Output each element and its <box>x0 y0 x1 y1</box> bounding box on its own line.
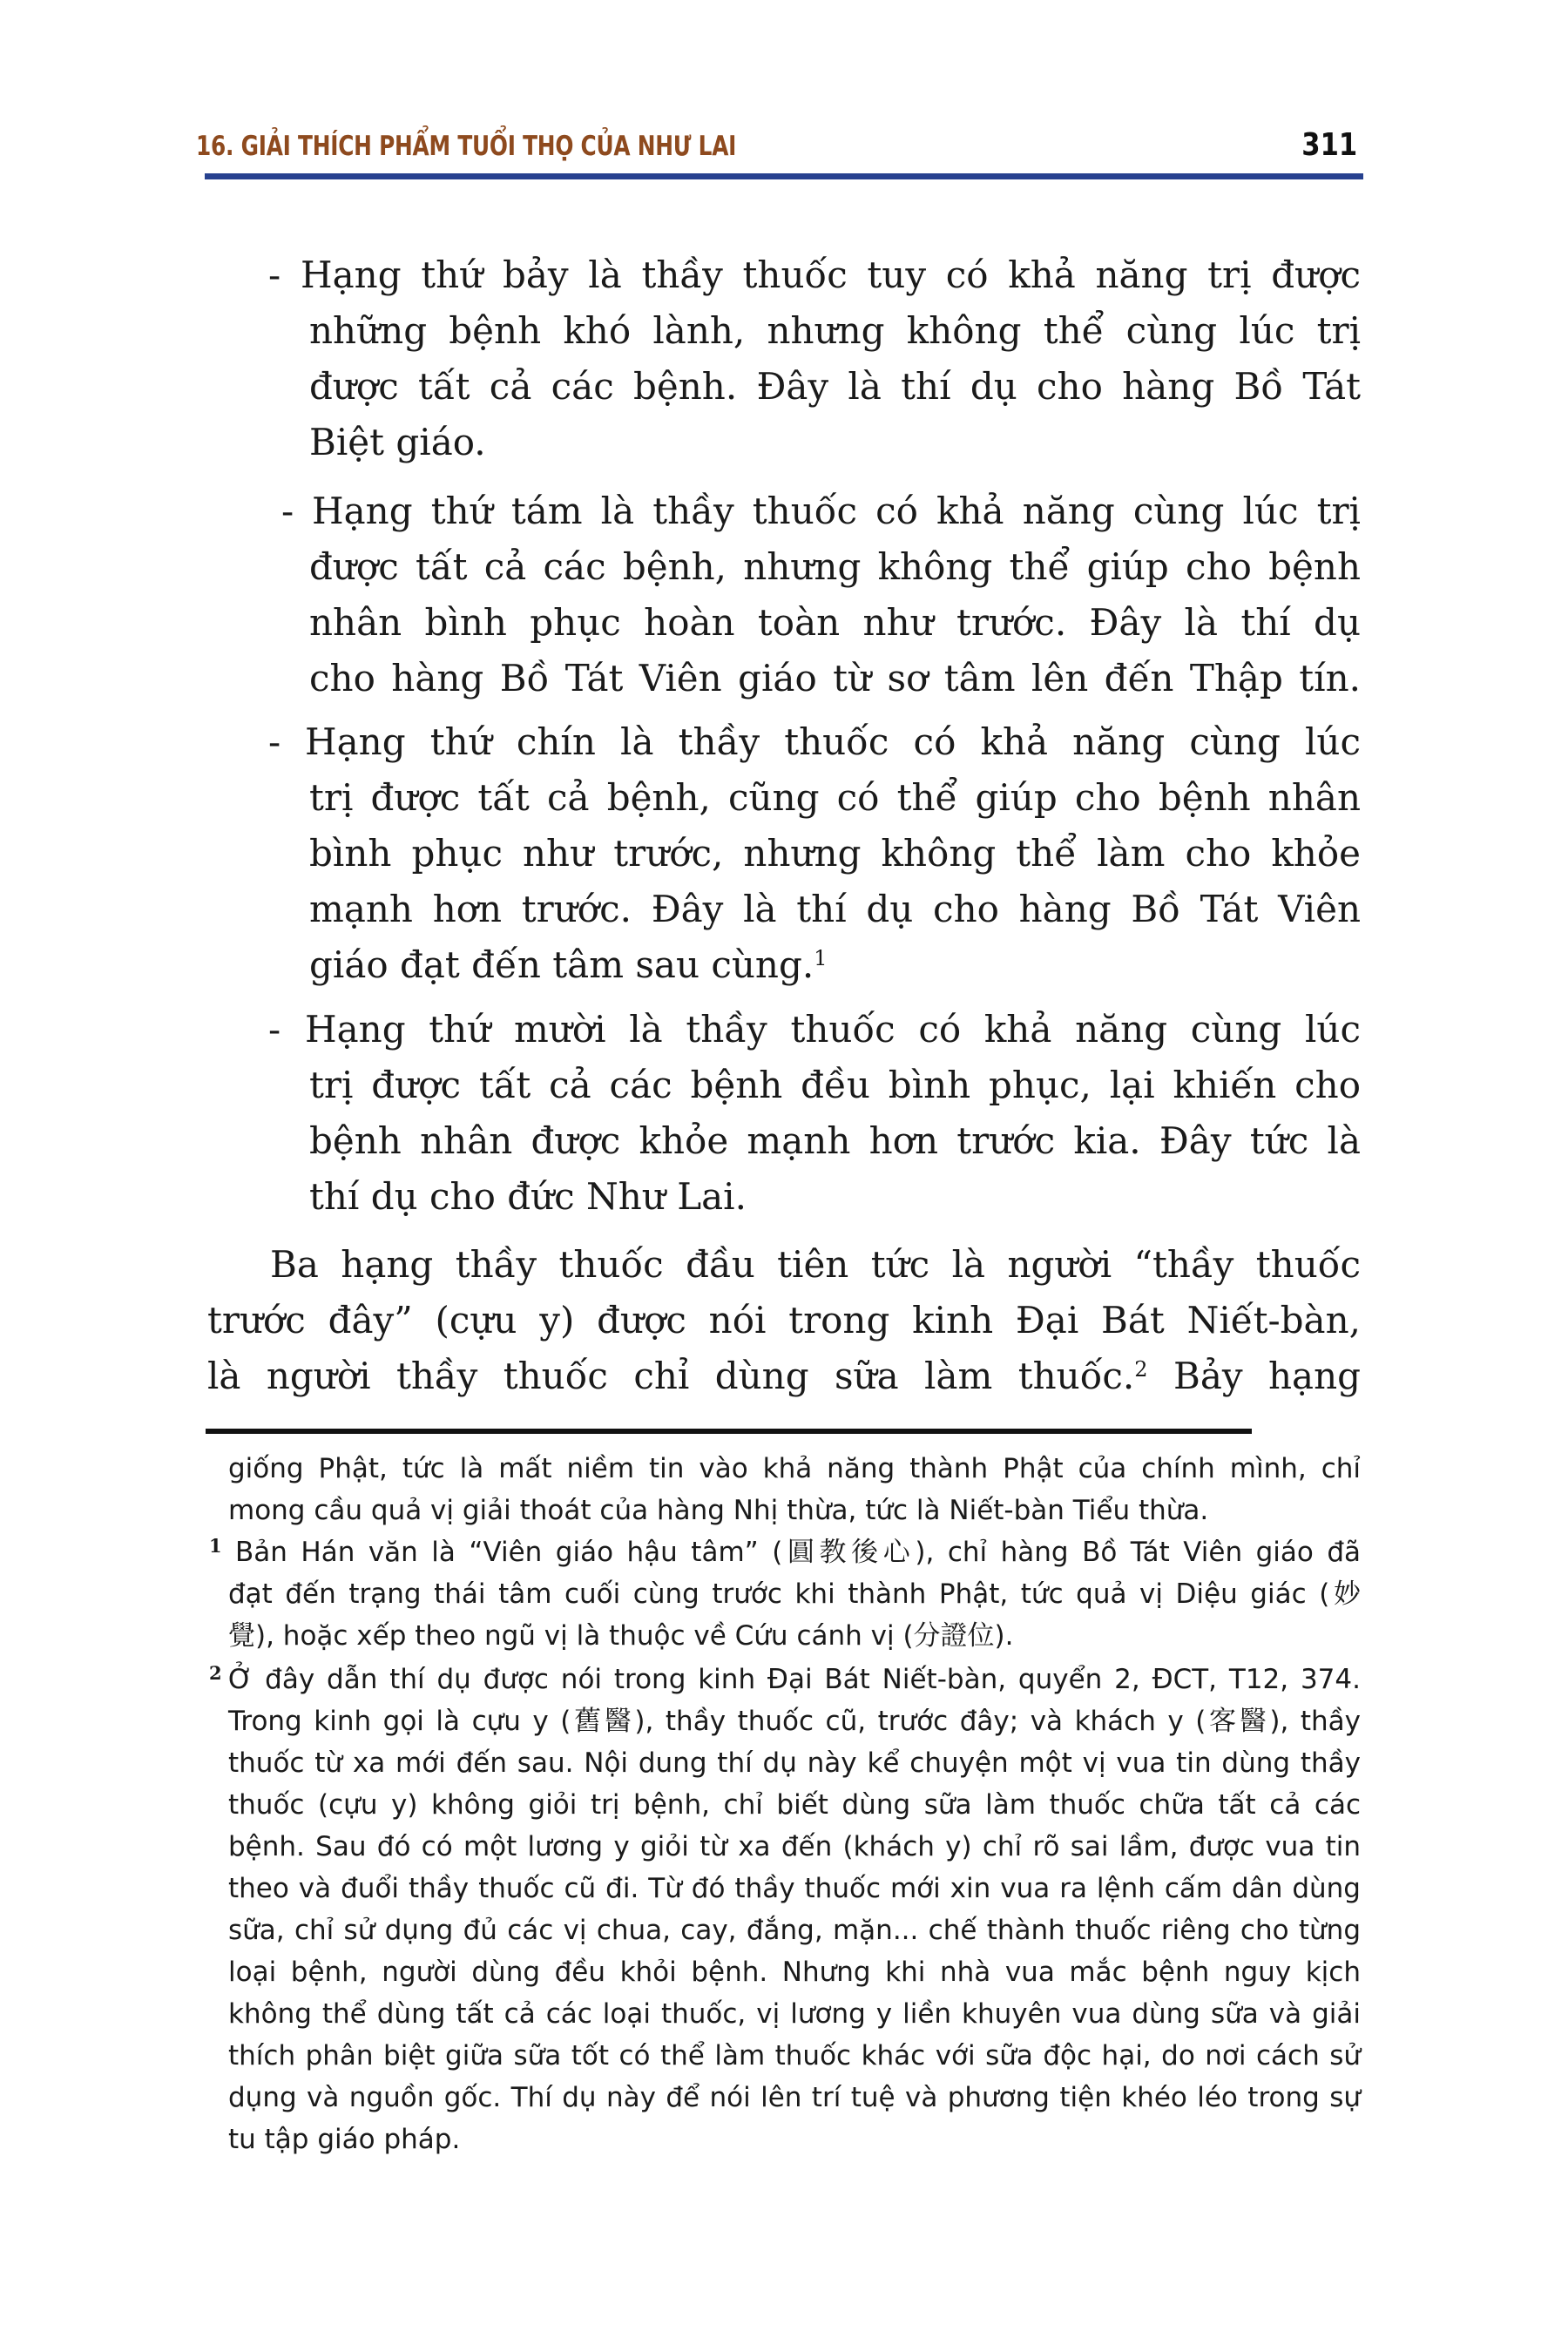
footnote-line: giống Phật, tức là mất niềm tin vào khả năng thành Phật của chính mình, chỉ <box>228 1453 1361 1484</box>
footnote-line: Bản Hán văn là “Viên giáo hậu tâm” (圓教後心), chỉ hàng Bồ Tát Viên giáo đã <box>235 1537 1361 1568</box>
footnote-separator <box>206 1429 1252 1434</box>
footnote-line: loại bệnh, người dùng đều khỏi bệnh. Nhưng khi nhà vua mắc bệnh nguy kịch <box>228 1957 1361 1988</box>
body-line: Hạng thứ tám là thầy thuốc có khả năng cùng lúc trị <box>312 490 1361 532</box>
footnote-line: thuốc từ xa mới đến sau. Nội dung thí dụ này kể chuyện một vị vua tin dùng thầy <box>228 1747 1361 1779</box>
footnote-line: Trong kinh gọi là cựu y (舊醫), thầy thuốc cũ, trước đây; và khách y (客醫), thầy <box>228 1706 1361 1737</box>
body-line-with-footnote <box>309 937 828 993</box>
body-line: Ba hạng thầy thuốc đầu tiên tức là người “thầy thuốc <box>270 1243 1361 1286</box>
body-line: được tất cả các bệnh, nhưng không thể giúp cho bệnh <box>309 545 1361 588</box>
footnote-line: thuốc (cựu y) không giỏi trị bệnh, chỉ biết dùng sữa làm thuốc chữa tất cả các <box>228 1789 1361 1821</box>
chapter-header-title: 16. GIẢI THÍCH PHẨM TUỔI THỌ CỦA NHƯ LAI <box>196 131 737 162</box>
header-rule <box>205 173 1363 179</box>
body-line: những bệnh khó lành, nhưng không thể cùng lúc trị <box>309 309 1361 352</box>
footnote-ref-2[interactable]: 2 <box>1134 1357 1148 1382</box>
footnote-line: đạt đến trạng thái tâm cuối cùng trước khi thành Phật, tức quả vị Diệu giác (妙 <box>228 1578 1361 1610</box>
body-line: thí dụ cho đức Như Lai. <box>309 1175 747 1218</box>
footnote-line: theo và đuổi thầy thuốc cũ đi. Từ đó thầy thuốc mới xin vua ra lệnh cấm dân dùng <box>228 1873 1361 1904</box>
footnote-ref-1[interactable]: 1 <box>814 946 828 970</box>
footnote-line: 覺), hoặc xếp theo ngũ vị là thuộc về Cứu cánh vị (分證位). <box>228 1620 1014 1652</box>
body-line: trước đây” (cựu y) được nói trong kinh Đại Bát Niết-bàn, <box>207 1299 1361 1342</box>
body-line: Biệt giáo. <box>309 421 486 463</box>
body-line: Hạng thứ bảy là thầy thuốc tuy có khả năng trị được <box>301 253 1361 296</box>
body-line: bệnh nhân được khỏe mạnh hơn trước kia. Đây tức là <box>309 1119 1361 1162</box>
footnote-marker: 2 <box>209 1662 222 1684</box>
page-number: 311 <box>1301 127 1357 163</box>
body-line-text: là người thầy thuốc chỉ dùng sữa làm thuốc. <box>207 1355 1135 1397</box>
body-line: trị được tất cả các bệnh đều bình phục, lại khiến cho <box>309 1064 1361 1106</box>
list-dash: - <box>268 253 281 296</box>
footnote-line: dụng và nguồn gốc. Thí dụ này để nói lên trí tuệ và phương tiện khéo léo trong sự <box>228 2082 1361 2113</box>
body-line-text: Bảy hạng <box>1173 1355 1362 1397</box>
body-line: mạnh hơn trước. Đây là thí dụ cho hàng Bồ Tát Viên <box>309 888 1361 930</box>
list-dash: - <box>268 1008 281 1051</box>
body-line: nhân bình phục hoàn toàn như trước. Đây là thí dụ <box>309 601 1361 644</box>
body-line: Hạng thứ mười là thầy thuốc có khả năng cùng lúc <box>305 1008 1361 1051</box>
footnote-line: Ở đây dẫn thí dụ được nói trong kinh Đại Bát Niết-bàn, quyển 2, ĐCT, T12, 374. <box>228 1664 1361 1695</box>
body-line: Hạng thứ chín là thầy thuốc có khả năng cùng lúc <box>305 720 1361 763</box>
body-line-with-footnote <box>207 1348 1361 1404</box>
footnote-marker: 1 <box>209 1535 222 1557</box>
body-line: cho hàng Bồ Tát Viên giáo từ sơ tâm lên đến Thập tín. <box>309 657 1361 700</box>
body-line-text: giáo đạt đến tâm sau cùng. <box>309 943 814 986</box>
footnote-line: không thể dùng tất cả các loại thuốc, vị lương y liền khuyên vua dùng sữa và giải <box>228 1998 1361 2030</box>
footnote-line: bệnh. Sau đó có một lương y giỏi từ xa đến (khách y) chỉ rõ sai lầm, được vua tin <box>228 1831 1361 1862</box>
footnote-line: tu tập giáo pháp. <box>228 2124 461 2155</box>
body-line: được tất cả các bệnh. Đây là thí dụ cho hàng Bồ Tát <box>309 365 1361 408</box>
footnote-line: sữa, chỉ sử dụng đủ các vị chua, cay, đắng, mặn... chế thành thuốc riêng cho từng <box>228 1915 1361 1946</box>
body-line: trị được tất cả bệnh, cũng có thể giúp cho bệnh nhân <box>309 776 1361 819</box>
list-dash: - <box>281 490 294 532</box>
footnote-line: thích phân biệt giữa sữa tốt có thể làm thuốc khác với sữa độc hại, do nơi cách sử <box>228 2040 1361 2072</box>
list-dash: - <box>268 720 281 763</box>
footnote-line: mong cầu quả vị giải thoát của hàng Nhị thừa, tức là Niết-bàn Tiểu thừa. <box>228 1495 1209 1526</box>
body-line: bình phục như trước, nhưng không thể làm cho khỏe <box>309 832 1361 875</box>
